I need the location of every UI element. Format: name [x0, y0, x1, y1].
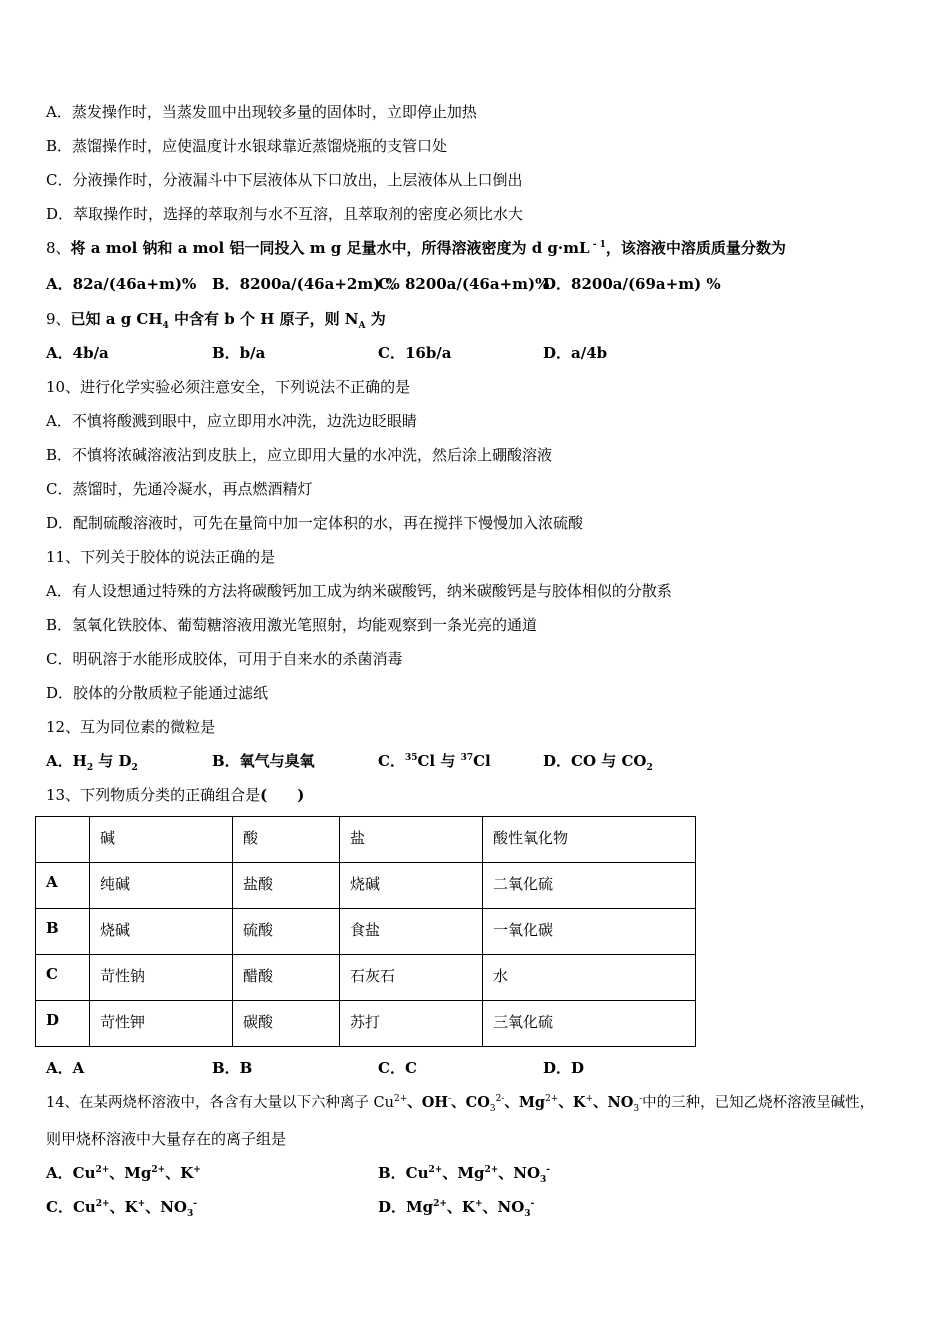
- q12-option-a: A．$H_2$ 与 $D_2$: [46, 752, 138, 773]
- q7-option-d: D．萃取操作时，选择的萃取剂与水不互溶，且萃取剂的密度必须比水大: [46, 205, 524, 223]
- table-cell: A: [36, 863, 90, 909]
- table-cell: 三氧化硫: [483, 1001, 696, 1047]
- q11-option-a: A．有人设想通过特殊的方法将碳酸钙加工成为纳米碳酸钙，纳米碳酸钙是与胶体相似的分散系: [46, 582, 672, 600]
- table-cell: 一氧化碳: [483, 909, 696, 955]
- q13-option-a: A．A: [46, 1059, 85, 1077]
- table-row: [36, 955, 696, 1001]
- q9-option-d: D．a/4b: [543, 344, 608, 362]
- table-cell: 碱: [90, 817, 233, 863]
- q13-option-d: D．D: [543, 1059, 585, 1077]
- q14-option-d: D．$Mg^{2+}$、K+、$NO_3^-$: [378, 1198, 535, 1219]
- q7-option-c: C．分液操作时，分液漏斗中下层液体从下口放出，上层液体从上口倒出: [46, 171, 523, 189]
- q8-option-c: C．8200a/(46a+m)%: [378, 275, 550, 293]
- q14-option-c: C．$Cu^{2+}$、K+、$NO_3^-$: [46, 1198, 197, 1219]
- q14-stem-line2: 则甲烧杯溶液中大量存在的离子组是: [46, 1130, 287, 1148]
- q11-option-b: B．氢氧化铁胶体、葡萄糖溶液用激光笔照射，均能观察到一条光亮的通道: [46, 616, 538, 634]
- table-cell: 石灰石: [340, 955, 483, 1001]
- table-cell: B: [36, 909, 90, 955]
- q9-option-c: C．16b/a: [378, 344, 452, 362]
- table-cell: 醋酸: [233, 955, 340, 1001]
- table-row: [36, 863, 696, 909]
- q11-stem: 11、下列关于胶体的说法正确的是: [46, 548, 276, 566]
- q10-option-c: C．蒸馏时，先通冷凝水，再点燃酒精灯: [46, 480, 313, 498]
- table-cell: 酸: [233, 817, 340, 863]
- table-cell: C: [36, 955, 90, 1001]
- q13-option-b: B．B: [212, 1059, 253, 1077]
- q11-option-d: D．胶体的分散质粒子能通过滤纸: [46, 684, 269, 702]
- q12-option-c: C．$^{35}$Cl 与 $^{37}$Cl: [378, 752, 491, 770]
- table-cell: 碳酸: [233, 1001, 340, 1047]
- q12-option-d: D．CO 与 $CO_2$: [543, 752, 653, 773]
- table-cell: D: [36, 1001, 90, 1047]
- q13-option-c: C．C: [378, 1059, 417, 1077]
- q12-option-b: B．氧气与臭氧: [212, 752, 315, 770]
- q7-option-b: B．蒸馏操作时，应使温度计水银球靠近蒸馏烧瓶的支管口处: [46, 137, 448, 155]
- q9-option-a: A．4b/a: [46, 344, 109, 362]
- table-cell: 盐酸: [233, 863, 340, 909]
- q10-stem: 10、进行化学实验必须注意安全，下列说法不正确的是: [46, 378, 411, 396]
- q14-option-a: A．$Cu^{2+}$、$Mg^{2+}$、K+: [46, 1164, 201, 1182]
- q14-option-b: B．$Cu^{2+}$、$Mg^{2+}$、$NO_3^-$: [378, 1164, 551, 1185]
- table-cell: 盐: [340, 817, 483, 863]
- q10-option-d: D．配制硫酸溶液时，可先在量筒中加一定体积的水，再在搅拌下慢慢加入浓硫酸: [46, 514, 584, 532]
- table-cell: 水: [483, 955, 696, 1001]
- table-cell: 烧碱: [340, 863, 483, 909]
- table-header-row: [36, 817, 696, 863]
- q8-option-d: D．8200a/(69a+m) %: [543, 275, 721, 293]
- table-cell: 二氧化硫: [483, 863, 696, 909]
- q8-option-a: A．82a/(46a+m)%: [46, 275, 197, 293]
- q9-option-b: B．b/a: [212, 344, 266, 362]
- table-cell: 苏打: [340, 1001, 483, 1047]
- q10-option-b: B．不慎将浓碱溶液沾到皮肤上，应立即用大量的水冲洗，然后涂上硼酸溶液: [46, 446, 553, 464]
- table-row: [36, 909, 696, 955]
- q11-option-c: C．明矾溶于水能形成胶体，可用于自来水的杀菌消毒: [46, 650, 403, 668]
- table-cell: [36, 817, 90, 863]
- table-cell: 纯碱: [90, 863, 233, 909]
- q9-stem: 9、已知 a g $CH_4$ 中含有 b 个 H 原子，则 $N_A$ 为: [46, 310, 386, 331]
- table-cell: 苛性钾: [90, 1001, 233, 1047]
- q8-stem: 8、将 a mol 钠和 a mol 铝一同投入 m g 足量水中，所得溶液密度为 d g·mL $^{- 1}$，该溶液中溶质质量分数为: [46, 239, 786, 257]
- table-cell: 酸性氧化物: [483, 817, 696, 863]
- q12-stem: 12、互为同位素的微粒是: [46, 718, 216, 736]
- classification-table: [35, 816, 696, 1047]
- q13-stem: 13、下列物质分类的正确组合是( ): [46, 786, 305, 804]
- q7-option-a: A．蒸发操作时，当蒸发皿中出现较多量的固体时，立即停止加热: [46, 103, 477, 121]
- q8-option-b: B．8200a/(46a+2m) %: [212, 275, 400, 293]
- table-cell: 食盐: [340, 909, 483, 955]
- table-row: [36, 1001, 696, 1047]
- table-cell: 苛性钠: [90, 955, 233, 1001]
- q10-option-a: A．不慎将酸溅到眼中，应立即用水冲洗，边洗边眨眼睛: [46, 412, 417, 430]
- table-cell: 烧碱: [90, 909, 233, 955]
- table-cell: 硫酸: [233, 909, 340, 955]
- q14-stem: 14、在某两烧杯溶液中，各含有大量以下六种离子 $Cu^{2+}$、OH-、$CO_3^{2-}$、$Mg^{2+}$、K+、$NO_3^-$中的三种，已知乙烧杯溶液呈碱性，: [46, 1094, 875, 1114]
